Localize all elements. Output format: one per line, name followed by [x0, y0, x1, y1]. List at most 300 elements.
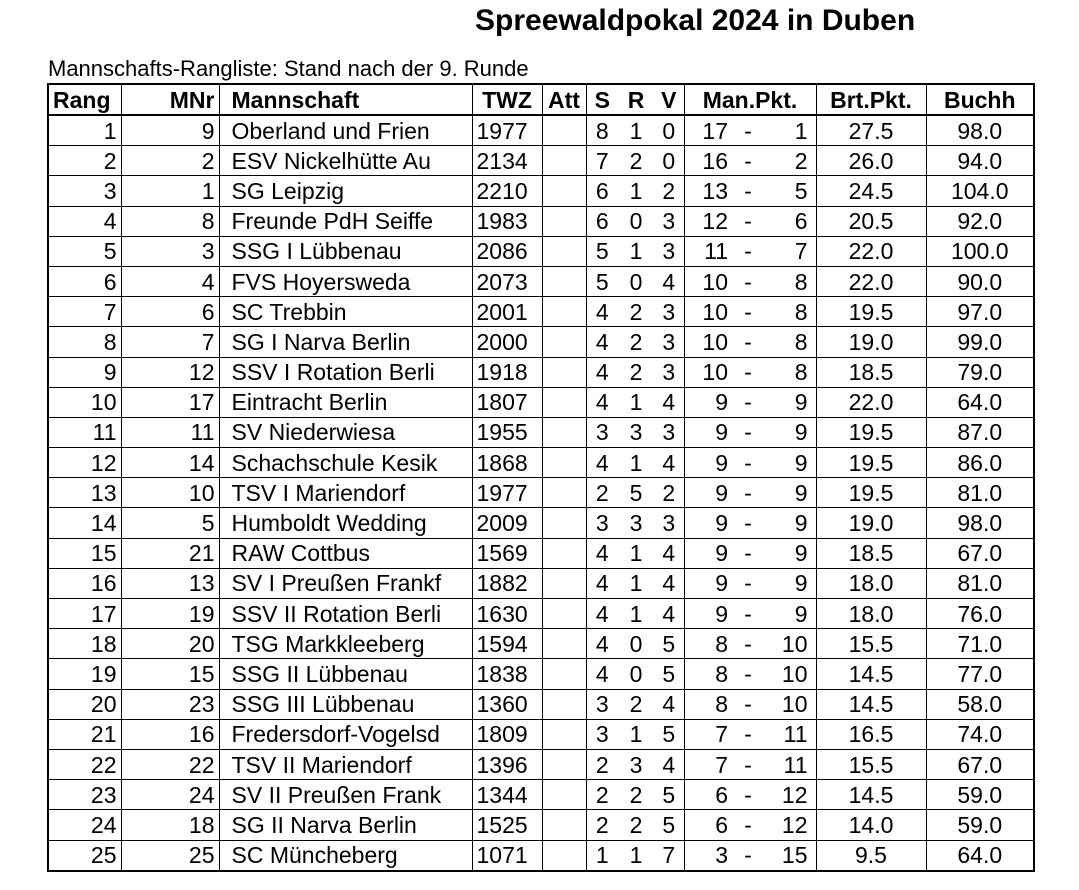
cell-att	[542, 327, 586, 357]
cell-twz: 2086	[472, 236, 542, 266]
cell-man-pkt-lost: 12	[768, 780, 816, 810]
cell-r: 1	[618, 448, 654, 478]
cell-twz: 1983	[472, 206, 542, 236]
cell-brt-pkt: 19.5	[816, 478, 926, 508]
cell-att	[542, 146, 586, 176]
cell-mannschaft: Eintracht Berlin	[219, 387, 472, 417]
cell-twz: 2001	[472, 297, 542, 327]
cell-v: 3	[654, 508, 684, 538]
cell-s: 7	[586, 146, 618, 176]
cell-man-pkt-lost: 9	[768, 599, 816, 629]
cell-man-pkt-lost: 10	[768, 629, 816, 659]
cell-att	[542, 719, 586, 749]
cell-man-pkt-separator: -	[728, 448, 768, 478]
cell-mannschaft: SSV II Rotation Berli	[219, 599, 472, 629]
table-row	[48, 810, 1034, 840]
table-row	[48, 780, 1034, 810]
cell-buchh: 64.0	[926, 387, 1034, 417]
cell-twz: 1569	[472, 538, 542, 568]
cell-rang: 9	[48, 357, 121, 387]
cell-man-pkt-lost: 1	[768, 115, 816, 146]
cell-v: 4	[654, 448, 684, 478]
cell-s: 2	[586, 780, 618, 810]
cell-att	[542, 176, 586, 206]
cell-brt-pkt: 14.5	[816, 780, 926, 810]
cell-man-pkt-won: 9	[684, 417, 728, 447]
cell-mnr: 24	[121, 780, 219, 810]
cell-mnr: 23	[121, 689, 219, 719]
cell-twz: 1630	[472, 599, 542, 629]
cell-mnr: 11	[121, 417, 219, 447]
cell-r: 1	[618, 840, 654, 871]
cell-mnr: 22	[121, 749, 219, 779]
header-twz: TWZ	[472, 84, 542, 115]
cell-man-pkt-lost: 8	[768, 266, 816, 296]
cell-s: 3	[586, 508, 618, 538]
cell-r: 5	[618, 478, 654, 508]
cell-att	[542, 206, 586, 236]
cell-man-pkt-won: 6	[684, 780, 728, 810]
cell-mnr: 9	[121, 115, 219, 146]
cell-buchh: 87.0	[926, 417, 1034, 447]
cell-mannschaft: Humboldt Wedding	[219, 508, 472, 538]
cell-v: 5	[654, 719, 684, 749]
cell-brt-pkt: 14.5	[816, 659, 926, 689]
cell-man-pkt-lost: 11	[768, 749, 816, 779]
cell-man-pkt-won: 10	[684, 327, 728, 357]
cell-man-pkt-won: 12	[684, 206, 728, 236]
cell-v: 4	[654, 599, 684, 629]
cell-brt-pkt: 20.5	[816, 206, 926, 236]
cell-r: 1	[618, 599, 654, 629]
cell-buchh: 64.0	[926, 840, 1034, 871]
cell-man-pkt-separator: -	[728, 417, 768, 447]
cell-brt-pkt: 15.5	[816, 629, 926, 659]
cell-v: 4	[654, 749, 684, 779]
cell-mannschaft: Fredersdorf-Vogelsd	[219, 719, 472, 749]
cell-man-pkt-separator: -	[728, 176, 768, 206]
cell-man-pkt-won: 9	[684, 478, 728, 508]
cell-brt-pkt: 18.5	[816, 538, 926, 568]
table-row	[48, 115, 1034, 146]
cell-man-pkt-won: 3	[684, 840, 728, 871]
cell-s: 2	[586, 810, 618, 840]
cell-brt-pkt: 19.5	[816, 297, 926, 327]
cell-mnr: 13	[121, 568, 219, 598]
cell-brt-pkt: 9.5	[816, 840, 926, 871]
cell-man-pkt-separator: -	[728, 327, 768, 357]
cell-rang: 3	[48, 176, 121, 206]
cell-brt-pkt: 22.0	[816, 266, 926, 296]
cell-brt-pkt: 18.5	[816, 357, 926, 387]
cell-mannschaft: SG II Narva Berlin	[219, 810, 472, 840]
cell-brt-pkt: 14.0	[816, 810, 926, 840]
cell-mannschaft: SSG I Lübbenau	[219, 236, 472, 266]
cell-man-pkt-lost: 8	[768, 357, 816, 387]
cell-man-pkt-lost: 9	[768, 538, 816, 568]
cell-brt-pkt: 14.5	[816, 689, 926, 719]
cell-man-pkt-separator: -	[728, 599, 768, 629]
cell-man-pkt-separator: -	[728, 206, 768, 236]
page-title: Spreewaldpokal 2024 in Duben	[475, 4, 916, 37]
cell-brt-pkt: 26.0	[816, 146, 926, 176]
cell-att	[542, 810, 586, 840]
cell-brt-pkt: 16.5	[816, 719, 926, 749]
cell-r: 3	[618, 508, 654, 538]
cell-man-pkt-won: 10	[684, 357, 728, 387]
cell-twz: 1955	[472, 417, 542, 447]
cell-rang: 18	[48, 629, 121, 659]
cell-man-pkt-separator: -	[728, 840, 768, 871]
cell-v: 5	[654, 659, 684, 689]
cell-man-pkt-separator: -	[728, 357, 768, 387]
cell-man-pkt-lost: 8	[768, 297, 816, 327]
cell-man-pkt-separator: -	[728, 297, 768, 327]
cell-s: 6	[586, 176, 618, 206]
cell-rang: 24	[48, 810, 121, 840]
cell-s: 5	[586, 266, 618, 296]
table-row	[48, 508, 1034, 538]
cell-mnr: 19	[121, 599, 219, 629]
cell-man-pkt-won: 16	[684, 146, 728, 176]
cell-man-pkt-lost: 7	[768, 236, 816, 266]
cell-buchh: 58.0	[926, 689, 1034, 719]
cell-brt-pkt: 15.5	[816, 749, 926, 779]
cell-att	[542, 387, 586, 417]
cell-s: 4	[586, 327, 618, 357]
cell-s: 4	[586, 357, 618, 387]
cell-att	[542, 840, 586, 871]
cell-rang: 5	[48, 236, 121, 266]
cell-v: 3	[654, 236, 684, 266]
cell-r: 0	[618, 266, 654, 296]
cell-man-pkt-won: 9	[684, 568, 728, 598]
standings-table	[47, 83, 1035, 872]
cell-man-pkt-separator: -	[728, 810, 768, 840]
cell-mannschaft: RAW Cottbus	[219, 538, 472, 568]
cell-mnr: 2	[121, 146, 219, 176]
cell-att	[542, 115, 586, 146]
header-att: Att	[542, 84, 586, 115]
cell-r: 1	[618, 538, 654, 568]
cell-r: 2	[618, 327, 654, 357]
cell-mnr: 1	[121, 176, 219, 206]
header-man-pkt: Man.Pkt.	[684, 84, 816, 115]
cell-buchh: 77.0	[926, 659, 1034, 689]
cell-att	[542, 568, 586, 598]
cell-mannschaft: Freunde PdH Seiffe	[219, 206, 472, 236]
cell-buchh: 92.0	[926, 206, 1034, 236]
cell-brt-pkt: 22.0	[816, 236, 926, 266]
cell-v: 4	[654, 538, 684, 568]
cell-man-pkt-won: 8	[684, 659, 728, 689]
cell-r: 0	[618, 629, 654, 659]
cell-buchh: 79.0	[926, 357, 1034, 387]
cell-rang: 1	[48, 115, 121, 146]
cell-man-pkt-won: 7	[684, 719, 728, 749]
cell-man-pkt-separator: -	[728, 568, 768, 598]
cell-rang: 25	[48, 840, 121, 871]
cell-mnr: 25	[121, 840, 219, 871]
cell-rang: 4	[48, 206, 121, 236]
cell-mnr: 17	[121, 387, 219, 417]
cell-buchh: 98.0	[926, 115, 1034, 146]
cell-s: 4	[586, 538, 618, 568]
cell-att	[542, 599, 586, 629]
cell-rang: 16	[48, 568, 121, 598]
cell-mannschaft: TSV I Mariendorf	[219, 478, 472, 508]
cell-v: 3	[654, 297, 684, 327]
cell-att	[542, 478, 586, 508]
cell-man-pkt-lost: 12	[768, 810, 816, 840]
table-row	[48, 719, 1034, 749]
header-v: V	[654, 84, 684, 115]
cell-rang: 15	[48, 538, 121, 568]
cell-mannschaft: SSG III Lübbenau	[219, 689, 472, 719]
cell-s: 3	[586, 719, 618, 749]
cell-rang: 17	[48, 599, 121, 629]
cell-man-pkt-lost: 9	[768, 568, 816, 598]
cell-s: 3	[586, 689, 618, 719]
cell-man-pkt-separator: -	[728, 236, 768, 266]
cell-r: 3	[618, 749, 654, 779]
cell-buchh: 74.0	[926, 719, 1034, 749]
cell-man-pkt-separator: -	[728, 478, 768, 508]
cell-man-pkt-won: 9	[684, 387, 728, 417]
cell-twz: 1396	[472, 749, 542, 779]
cell-man-pkt-separator: -	[728, 629, 768, 659]
cell-twz: 1344	[472, 780, 542, 810]
cell-mannschaft: ESV Nickelhütte Au	[219, 146, 472, 176]
cell-v: 0	[654, 146, 684, 176]
cell-man-pkt-won: 8	[684, 689, 728, 719]
cell-s: 4	[586, 629, 618, 659]
cell-man-pkt-won: 10	[684, 297, 728, 327]
cell-mannschaft: SSV I Rotation Berli	[219, 357, 472, 387]
cell-buchh: 100.0	[926, 236, 1034, 266]
table-row	[48, 448, 1034, 478]
cell-twz: 1360	[472, 689, 542, 719]
table-row	[48, 568, 1034, 598]
cell-rang: 23	[48, 780, 121, 810]
cell-buchh: 99.0	[926, 327, 1034, 357]
cell-man-pkt-lost: 5	[768, 176, 816, 206]
cell-v: 3	[654, 357, 684, 387]
cell-mnr: 4	[121, 266, 219, 296]
cell-mnr: 6	[121, 297, 219, 327]
table-row	[48, 689, 1034, 719]
cell-s: 3	[586, 417, 618, 447]
cell-s: 4	[586, 568, 618, 598]
table-row	[48, 236, 1034, 266]
cell-v: 5	[654, 629, 684, 659]
cell-v: 4	[654, 387, 684, 417]
table-row	[48, 538, 1034, 568]
cell-rang: 7	[48, 297, 121, 327]
cell-v: 7	[654, 840, 684, 871]
cell-r: 2	[618, 689, 654, 719]
cell-att	[542, 417, 586, 447]
cell-twz: 1809	[472, 719, 542, 749]
header-s: S	[586, 84, 618, 115]
cell-rang: 20	[48, 689, 121, 719]
cell-mnr: 20	[121, 629, 219, 659]
cell-mannschaft: SG Leipzig	[219, 176, 472, 206]
cell-att	[542, 266, 586, 296]
cell-man-pkt-separator: -	[728, 659, 768, 689]
cell-rang: 10	[48, 387, 121, 417]
cell-rang: 11	[48, 417, 121, 447]
header-mannschaft: Mannschaft	[219, 84, 472, 115]
table-row	[48, 599, 1034, 629]
cell-man-pkt-lost: 6	[768, 206, 816, 236]
cell-man-pkt-won: 9	[684, 599, 728, 629]
cell-man-pkt-lost: 9	[768, 508, 816, 538]
cell-buchh: 59.0	[926, 780, 1034, 810]
cell-mannschaft: TSG Markkleeberg	[219, 629, 472, 659]
cell-brt-pkt: 19.5	[816, 448, 926, 478]
cell-mnr: 21	[121, 538, 219, 568]
cell-r: 3	[618, 417, 654, 447]
table-row	[48, 266, 1034, 296]
cell-r: 2	[618, 780, 654, 810]
cell-buchh: 71.0	[926, 629, 1034, 659]
table-row	[48, 629, 1034, 659]
table-header-row	[48, 84, 1034, 115]
cell-rang: 21	[48, 719, 121, 749]
cell-s: 2	[586, 478, 618, 508]
cell-r: 2	[618, 810, 654, 840]
cell-v: 3	[654, 327, 684, 357]
cell-brt-pkt: 18.0	[816, 599, 926, 629]
cell-man-pkt-separator: -	[728, 266, 768, 296]
cell-twz: 1838	[472, 659, 542, 689]
cell-twz: 2134	[472, 146, 542, 176]
cell-mannschaft: Schachschule Kesik	[219, 448, 472, 478]
cell-v: 4	[654, 689, 684, 719]
cell-man-pkt-lost: 9	[768, 478, 816, 508]
table-row	[48, 840, 1034, 871]
cell-man-pkt-lost: 9	[768, 417, 816, 447]
cell-twz: 1525	[472, 810, 542, 840]
cell-mannschaft: Oberland und Frien	[219, 115, 472, 146]
cell-man-pkt-separator: -	[728, 689, 768, 719]
cell-r: 1	[618, 387, 654, 417]
cell-twz: 2210	[472, 176, 542, 206]
cell-rang: 22	[48, 749, 121, 779]
cell-man-pkt-won: 9	[684, 538, 728, 568]
cell-mnr: 16	[121, 719, 219, 749]
cell-brt-pkt: 22.0	[816, 387, 926, 417]
cell-s: 1	[586, 840, 618, 871]
table-row	[48, 297, 1034, 327]
cell-r: 0	[618, 206, 654, 236]
table-row	[48, 176, 1034, 206]
cell-man-pkt-lost: 9	[768, 448, 816, 478]
cell-s: 4	[586, 387, 618, 417]
cell-att	[542, 297, 586, 327]
cell-r: 0	[618, 659, 654, 689]
page-subtitle: Mannschafts-Rangliste: Stand nach der 9. Runde	[48, 56, 529, 81]
cell-r: 1	[618, 176, 654, 206]
cell-v: 3	[654, 206, 684, 236]
cell-r: 1	[618, 236, 654, 266]
cell-mnr: 3	[121, 236, 219, 266]
table-row	[48, 327, 1034, 357]
cell-twz: 1882	[472, 568, 542, 598]
cell-att	[542, 629, 586, 659]
cell-mnr: 15	[121, 659, 219, 689]
cell-man-pkt-won: 17	[684, 115, 728, 146]
cell-v: 5	[654, 810, 684, 840]
cell-brt-pkt: 24.5	[816, 176, 926, 206]
cell-r: 2	[618, 297, 654, 327]
cell-twz: 1071	[472, 840, 542, 871]
cell-buchh: 97.0	[926, 297, 1034, 327]
cell-mnr: 7	[121, 327, 219, 357]
cell-s: 4	[586, 599, 618, 629]
cell-mannschaft: SSG II Lübbenau	[219, 659, 472, 689]
cell-brt-pkt: 19.0	[816, 508, 926, 538]
table-row	[48, 146, 1034, 176]
cell-buchh: 67.0	[926, 749, 1034, 779]
header-rang: Rang	[48, 84, 121, 115]
cell-man-pkt-won: 6	[684, 810, 728, 840]
cell-man-pkt-separator: -	[728, 719, 768, 749]
cell-buchh: 81.0	[926, 568, 1034, 598]
cell-mannschaft: FVS Hoyersweda	[219, 266, 472, 296]
cell-twz: 2009	[472, 508, 542, 538]
cell-rang: 14	[48, 508, 121, 538]
cell-buchh: 81.0	[926, 478, 1034, 508]
cell-man-pkt-separator: -	[728, 538, 768, 568]
cell-man-pkt-won: 9	[684, 508, 728, 538]
cell-rang: 13	[48, 478, 121, 508]
cell-twz: 2000	[472, 327, 542, 357]
cell-man-pkt-won: 9	[684, 448, 728, 478]
cell-r: 2	[618, 357, 654, 387]
cell-att	[542, 659, 586, 689]
table-body	[48, 115, 1034, 871]
cell-mannschaft: SC Trebbin	[219, 297, 472, 327]
cell-man-pkt-lost: 15	[768, 840, 816, 871]
cell-mnr: 18	[121, 810, 219, 840]
cell-v: 0	[654, 115, 684, 146]
cell-v: 2	[654, 176, 684, 206]
cell-mnr: 12	[121, 357, 219, 387]
cell-twz: 1868	[472, 448, 542, 478]
cell-buchh: 67.0	[926, 538, 1034, 568]
table-row	[48, 206, 1034, 236]
cell-man-pkt-lost: 9	[768, 387, 816, 417]
cell-twz: 1977	[472, 115, 542, 146]
table-row	[48, 659, 1034, 689]
table-row	[48, 357, 1034, 387]
cell-buchh: 90.0	[926, 266, 1034, 296]
cell-man-pkt-lost: 8	[768, 327, 816, 357]
cell-buchh: 104.0	[926, 176, 1034, 206]
cell-twz: 1918	[472, 357, 542, 387]
cell-s: 5	[586, 236, 618, 266]
cell-mnr: 5	[121, 508, 219, 538]
cell-att	[542, 689, 586, 719]
cell-s: 4	[586, 297, 618, 327]
cell-brt-pkt: 18.0	[816, 568, 926, 598]
table-row	[48, 417, 1034, 447]
table-row	[48, 478, 1034, 508]
cell-att	[542, 236, 586, 266]
cell-man-pkt-separator: -	[728, 146, 768, 176]
